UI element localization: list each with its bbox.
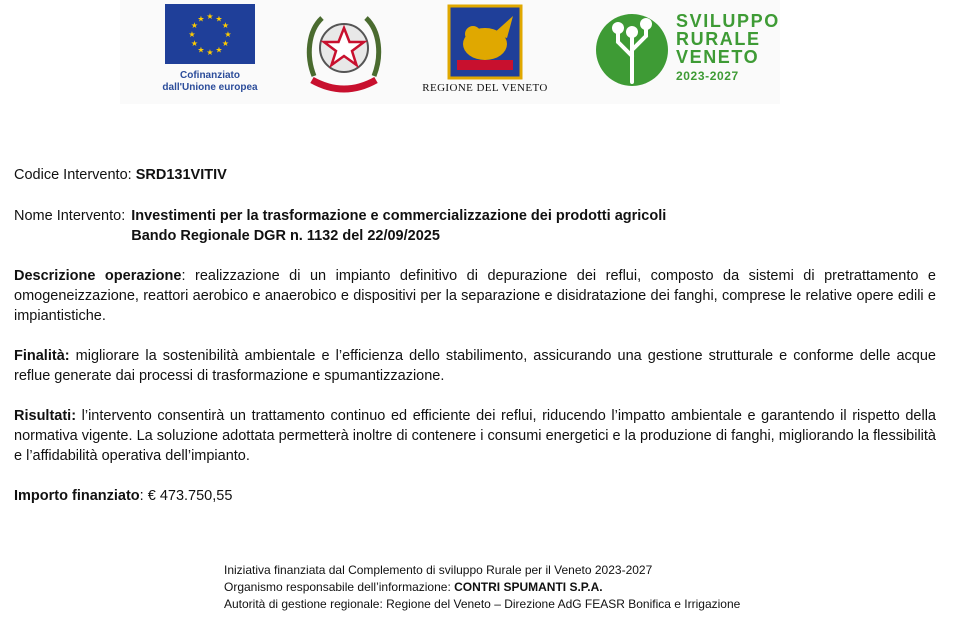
svr-years: 2023-2027 (676, 69, 739, 83)
footer-line2-label: Organismo responsabile dell’informazione: (224, 580, 455, 594)
eu-logo (162, 4, 258, 94)
descrizione-label: Descrizione operazione (14, 268, 182, 284)
tree-icon (594, 6, 670, 96)
svg-text:★: ★ (188, 30, 196, 39)
svg-text:★: ★ (224, 30, 232, 39)
eu-caption-line2: dall'Unione europea (162, 82, 258, 93)
nome-intervento (14, 206, 936, 246)
risultati-label: Risultati: (14, 408, 77, 424)
descrizione-text: : realizzazione di un impianto definitivo di depurazione dei reflui, composto da sistemi di pretrattamento e omogeneizzazione, reattori aerobico e anaerobico e dispositivi per la separazione e disidratazione dei fanghi, comprese le relative opere edili e impiantistiche. (14, 268, 936, 324)
eu-caption-line1: Cofinanziato (180, 70, 240, 81)
svg-text:★: ★ (197, 45, 205, 55)
importo-label: Importo finanziato (14, 488, 140, 504)
finalita-label: Finalità: (14, 348, 70, 364)
svg-text:★: ★ (215, 14, 223, 24)
codice-label: Codice Intervento: (14, 167, 136, 183)
importo-text: : € 473.750,55 (139, 488, 233, 504)
veneto-caption: REGIONE DEL VENETO (422, 82, 548, 94)
svg-text:★: ★ (221, 21, 230, 30)
svg-text:★: ★ (190, 39, 199, 48)
nome-label: Nome Intervento: (14, 208, 126, 224)
eu-flag-icon (165, 4, 255, 64)
footer-line2 (224, 579, 824, 596)
footer-line2-value: CONTRI SPUMANTI S.P.A. (454, 580, 603, 594)
risultati (14, 406, 936, 466)
italian-emblem-icon (304, 6, 384, 98)
nome-line2: Bando Regionale DGR n. 1132 del 22/09/2025 (131, 228, 440, 244)
svg-text:★: ★ (206, 48, 214, 57)
codice-value: SRD131VITIV (135, 167, 227, 183)
svg-text:★: ★ (197, 14, 205, 24)
finalita (14, 346, 936, 386)
footer-line1: Iniziativa finanziata dal Complemento di sviluppo Rurale per il Veneto 2023-2027 (224, 563, 653, 577)
footer-line3: Autorità di gestione regionale: Regione del Veneto – Direzione AdG FEASR Bonifica e Irrigazione (224, 597, 741, 611)
codice-intervento (14, 165, 936, 185)
svg-text:★: ★ (215, 45, 223, 55)
svg-text:★: ★ (206, 12, 214, 21)
footer (224, 562, 824, 613)
svr-line2: RURALE (676, 29, 761, 49)
eu-stars-icon (165, 4, 255, 64)
main-content (14, 165, 936, 506)
descrizione-operazione (14, 266, 936, 326)
svr-line1: SVILUPPO (676, 11, 780, 31)
sviluppo-rurale-logo (594, 6, 780, 96)
svr-line3: VENETO (676, 47, 760, 67)
svg-text:★: ★ (190, 21, 199, 30)
logo-banner (120, 0, 780, 104)
risultati-text: l’intervento consentirà un trattamento continuo ed efficiente dei reflui, riducendo l’impatto ambientale e garantendo il rispetto della normativa vigente. La soluzione adottata permetterà inoltre di contenere i consumi energetici e la produzione di fanghi, migliorando la flessibilità e l’affidabilità operativa dell’impianto. (14, 408, 936, 464)
italian-republic-emblem (304, 6, 384, 98)
importo-finanziato (14, 486, 936, 506)
regione-veneto-logo (420, 4, 550, 100)
nome-line1: Investimenti per la trasformazione e commercializzazione dei prodotti agricoli (131, 208, 667, 224)
svg-text:★: ★ (221, 39, 230, 48)
finalita-text: migliorare la sostenibilità ambientale e l’efficienza dello stabilimento, assicurando una gestione strutturale e conforme delle acque reflue generate dai processi di trasformazione e spumantizzazione. (14, 348, 936, 384)
lion-of-saint-mark-icon (447, 4, 523, 80)
